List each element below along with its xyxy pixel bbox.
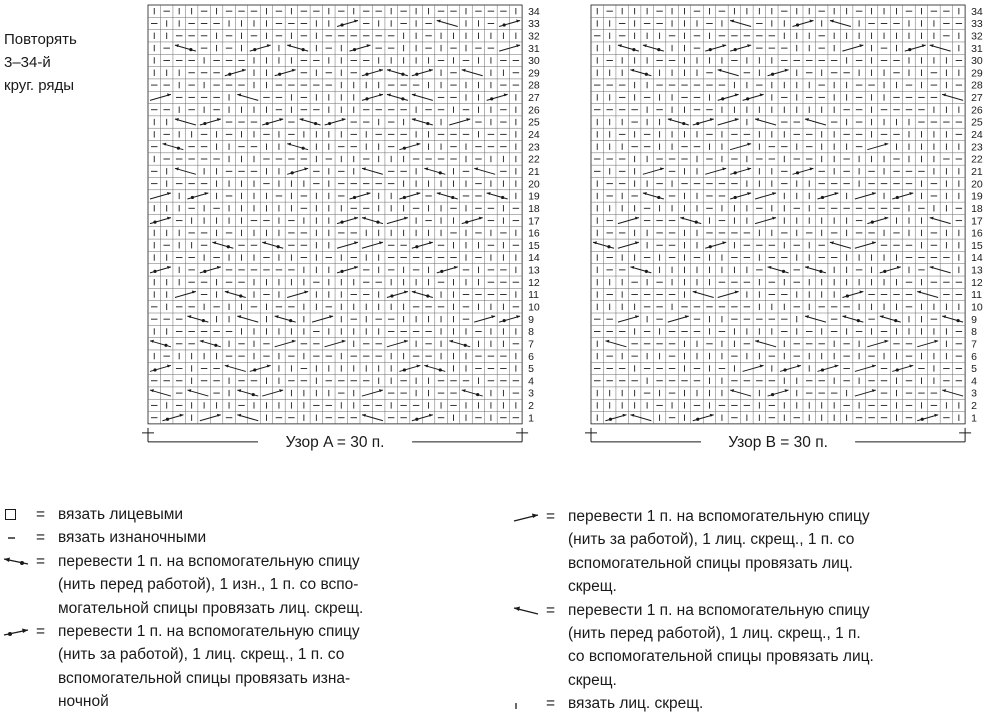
legend-equals: =	[36, 623, 46, 641]
purl-dot-mark	[465, 221, 468, 224]
row-number: 16	[528, 227, 540, 240]
legend-line: (нить за работой), 1 лиц. скрещ., 1 п. со	[58, 646, 345, 664]
purl-dot-mark	[503, 23, 506, 26]
legend-equals: =	[36, 529, 46, 547]
row-number: 3	[971, 387, 977, 400]
legend-equals: =	[546, 508, 556, 525]
purl-dot-mark	[302, 147, 305, 150]
purl-dot-mark	[166, 418, 169, 421]
row-number: 8	[971, 326, 977, 339]
row-number: 10	[971, 301, 983, 314]
row-number: 1	[528, 412, 534, 425]
row-number: 16	[971, 227, 983, 240]
purl-dot-mark	[291, 171, 294, 174]
row-number: 11	[528, 289, 540, 302]
purl-dot-mark	[696, 418, 699, 421]
purl-dot-mark	[846, 294, 849, 297]
row-number: 23	[971, 141, 983, 154]
row-number: 26	[971, 104, 983, 117]
purl-dot-mark	[734, 196, 737, 199]
purl-dot-mark	[645, 73, 648, 76]
purl-dot-mark	[607, 245, 610, 248]
row-number: 28	[971, 79, 983, 92]
purl-dot-mark	[401, 73, 404, 76]
purl-dot-mark	[796, 171, 799, 174]
purl-dot-mark	[203, 270, 206, 273]
row-number: 6	[528, 350, 534, 363]
arrow-left-icon	[512, 599, 546, 622]
chart-caption: Узор A = 30 п.	[285, 433, 385, 451]
legend-item-cross-purl-front	[2, 550, 457, 620]
legend-line: перевести 1 п. на вспомогательную спицу	[58, 623, 360, 641]
purl-dot-mark	[657, 196, 660, 199]
row-number: 12	[971, 276, 983, 289]
purl-dot-mark	[721, 97, 724, 100]
vertical-bar-icon	[512, 692, 546, 715]
purl-dot-mark	[314, 122, 317, 125]
purl-dot-mark	[415, 73, 418, 76]
row-number: 28	[528, 79, 540, 92]
purl-dot-mark	[896, 196, 899, 199]
row-number: 17	[528, 215, 540, 228]
legend-equals: =	[36, 506, 46, 523]
legend-line: вязать лицевыми	[58, 506, 184, 523]
purl-dot-mark	[266, 122, 269, 125]
legend-equals: =	[546, 601, 556, 619]
purl-dot-mark	[821, 368, 824, 371]
purl-dot-mark	[214, 344, 217, 347]
row-number: 13	[971, 264, 983, 277]
legend-line: перевести 1 п. на вспомогательную спицу	[568, 601, 870, 619]
row-number: 31	[528, 42, 540, 55]
row-number: 3	[528, 387, 534, 400]
legend-text	[58, 503, 457, 526]
legend-item-knit	[2, 503, 457, 526]
purl-dot-mark	[821, 196, 824, 199]
legend-line: (нить перед работой), 1 изн., 1 п. со вспо-	[58, 576, 359, 594]
arrow-left-dot-icon	[2, 550, 36, 573]
row-number: 19	[971, 190, 983, 203]
purl-dot-mark	[819, 270, 822, 273]
purl-dot-mark	[403, 147, 406, 150]
row-number: 4	[528, 375, 534, 388]
purl-dot-mark	[796, 23, 799, 26]
row-number: 22	[971, 153, 983, 166]
row-number: 15	[971, 239, 983, 252]
legend-line: перевести 1 п. на вспомогательную спицу	[58, 552, 360, 570]
repeat-note-line: 3–34-й	[4, 54, 51, 71]
row-number: 21	[528, 165, 540, 178]
legend-text	[568, 692, 982, 715]
purl-dot-mark	[894, 319, 897, 322]
row-number: 25	[971, 116, 983, 129]
purl-dot-mark	[896, 368, 899, 371]
row-number: 5	[528, 363, 534, 376]
purl-dot-mark	[771, 393, 774, 396]
purl-dot-mark	[734, 171, 737, 174]
legend-item-purl	[2, 526, 457, 549]
purl-dot-mark	[782, 270, 785, 273]
purl-dot-mark	[289, 319, 292, 322]
row-number: 9	[528, 313, 534, 326]
row-number: 31	[971, 42, 983, 55]
purl-dot-mark	[451, 196, 454, 199]
row-number: 33	[528, 18, 540, 31]
purl-dot-mark	[476, 393, 479, 396]
legend-text	[568, 505, 982, 599]
legend-line: вспомогательной спицы провязать изна-	[58, 669, 351, 687]
purl-dot-mark	[426, 122, 429, 125]
purl-dot-mark	[957, 319, 960, 322]
row-number: 30	[528, 55, 540, 68]
purl-dot-mark	[439, 171, 442, 174]
dash-icon	[2, 526, 36, 549]
purl-dot-mark	[203, 122, 206, 125]
row-number: 13	[528, 264, 540, 277]
purl-dot-mark	[440, 270, 443, 273]
purl-dot-mark	[771, 73, 774, 76]
purl-dot-mark	[227, 245, 230, 248]
purl-dot-mark	[340, 221, 343, 224]
chart-caption: Узор B = 30 п.	[728, 433, 828, 451]
legend-line: могательной спицы провязать лиц. скрещ.	[58, 599, 364, 617]
row-number: 1	[971, 412, 977, 425]
purl-dot-mark	[709, 48, 712, 51]
purl-dot-mark	[353, 196, 356, 199]
purl-dot-mark	[883, 270, 886, 273]
purl-dot-mark	[609, 418, 612, 421]
purl-dot-mark	[253, 368, 256, 371]
legend-equals: =	[546, 695, 556, 713]
repeat-note-line: Повторять	[4, 31, 77, 48]
purl-dot-mark	[390, 294, 393, 297]
row-number: 30	[971, 55, 983, 68]
purl-dot-mark	[490, 97, 493, 100]
purl-dot-mark	[191, 196, 194, 199]
row-number: 8	[528, 326, 534, 339]
purl-dot-mark	[921, 418, 924, 421]
row-number: 26	[528, 104, 540, 117]
purl-dot-mark	[657, 48, 660, 51]
row-number: 4	[971, 375, 977, 388]
legend-item-cross-knit-back	[512, 505, 982, 599]
row-number: 33	[971, 18, 983, 31]
purl-dot-mark	[401, 97, 404, 100]
arrow-right-icon	[512, 505, 546, 528]
purl-dot-mark	[302, 48, 305, 51]
purl-dot-mark	[278, 73, 281, 76]
legend-line: (нить за работой), 1 лиц. скрещ., 1 п. со	[568, 531, 855, 549]
row-number: 23	[528, 141, 540, 154]
purl-dot-mark	[328, 122, 331, 125]
row-number: 32	[971, 30, 983, 43]
purl-dot-mark	[415, 245, 418, 248]
legend-line: скрещ.	[568, 578, 617, 596]
legend-item-cross-knit-front	[512, 599, 982, 693]
row-number: 14	[528, 252, 540, 265]
purl-dot-mark	[415, 418, 418, 421]
purl-dot-mark	[239, 294, 242, 297]
purl-dot-mark	[177, 147, 180, 150]
purl-dot-mark	[464, 344, 467, 347]
purl-dot-mark	[503, 319, 506, 322]
row-number: 34	[971, 5, 983, 18]
purl-dot-mark	[403, 196, 406, 199]
purl-dot-mark	[439, 368, 442, 371]
purl-dot-mark	[340, 270, 343, 273]
row-number: 17	[971, 215, 983, 228]
row-number: 2	[971, 400, 977, 413]
row-number: 20	[528, 178, 540, 191]
row-number: 29	[528, 67, 540, 80]
row-number: 6	[971, 350, 977, 363]
row-number: 27	[528, 92, 540, 105]
purl-dot-mark	[734, 48, 737, 51]
purl-dot-mark	[871, 221, 874, 224]
purl-dot-mark	[746, 97, 749, 100]
row-number: 32	[528, 30, 540, 43]
purl-dot-mark	[857, 319, 860, 322]
purl-dot-mark	[645, 270, 648, 273]
row-number: 34	[528, 5, 540, 18]
purl-dot-mark	[365, 97, 368, 100]
row-number: 19	[528, 190, 540, 203]
row-number: 25	[528, 116, 540, 129]
purl-dot-mark	[277, 245, 280, 248]
row-number: 21	[971, 165, 983, 178]
empty-square-icon	[2, 503, 36, 526]
purl-dot-mark	[253, 48, 256, 51]
legend-line: вспомогательной спицы провязать лиц.	[568, 554, 853, 572]
legend-equals: =	[36, 552, 46, 570]
purl-dot-mark	[695, 221, 698, 224]
row-number: 24	[971, 129, 983, 142]
purl-dot-mark	[709, 245, 712, 248]
purl-dot-mark	[632, 48, 635, 51]
row-number: 7	[971, 338, 977, 351]
row-number: 11	[971, 289, 983, 302]
row-number: 29	[971, 67, 983, 80]
repeat-note-line: круг. ряды	[4, 77, 75, 94]
legend-left	[2, 503, 457, 714]
arrow-right-dot-icon	[2, 620, 36, 643]
legend-item-twisted-knit	[512, 692, 982, 715]
purl-dot-mark	[189, 48, 192, 51]
row-number: 5	[971, 363, 977, 376]
row-number: 10	[528, 301, 540, 314]
legend-line: со вспомогательной спицы провязать лиц.	[568, 648, 874, 666]
legend-right	[512, 505, 982, 716]
row-number: 20	[971, 178, 983, 191]
legend-item-cross-purl-back	[2, 620, 457, 714]
purl-dot-mark	[501, 196, 504, 199]
row-number: 7	[528, 338, 534, 351]
purl-dot-mark	[682, 122, 685, 125]
legend-text	[568, 599, 982, 693]
purl-dot-mark	[252, 393, 255, 396]
legend-line: скрещ.	[568, 671, 617, 689]
legend-line: перевести 1 п. на вспомогательную спицу	[568, 508, 870, 525]
purl-dot-mark	[164, 344, 167, 347]
legend-text	[58, 550, 457, 620]
purl-dot-mark	[340, 23, 343, 26]
row-number: 22	[528, 153, 540, 166]
row-number: 14	[971, 252, 983, 265]
row-number: 18	[971, 202, 983, 215]
row-number: 18	[528, 202, 540, 215]
row-number: 24	[528, 129, 540, 142]
purl-dot-mark	[153, 270, 156, 273]
purl-dot-mark	[696, 122, 699, 125]
row-number: 9	[971, 313, 977, 326]
legend-line: вязать лиц. скрещ.	[568, 695, 704, 713]
legend-line: (нить перед работой), 1 лиц. скрещ., 1 п.	[568, 625, 861, 643]
row-number: 15	[528, 239, 540, 252]
purl-dot-mark	[376, 221, 379, 224]
legend-line: ночной	[58, 693, 109, 711]
row-number: 12	[528, 276, 540, 289]
purl-dot-mark	[153, 368, 156, 371]
row-number: 27	[971, 92, 983, 105]
purl-dot-mark	[202, 319, 205, 322]
purl-dot-mark	[365, 73, 368, 76]
legend-line: вязать изнаночными	[58, 529, 207, 547]
purl-dot-mark	[228, 73, 231, 76]
purl-dot-mark	[353, 48, 356, 51]
purl-dot-mark	[908, 48, 911, 51]
legend-text	[58, 526, 457, 549]
row-number: 2	[528, 400, 534, 413]
purl-dot-mark	[403, 368, 406, 371]
legend-text	[58, 620, 457, 714]
purl-dot-mark	[426, 294, 429, 297]
purl-dot-mark	[783, 368, 786, 371]
purl-dot-mark	[153, 221, 156, 224]
